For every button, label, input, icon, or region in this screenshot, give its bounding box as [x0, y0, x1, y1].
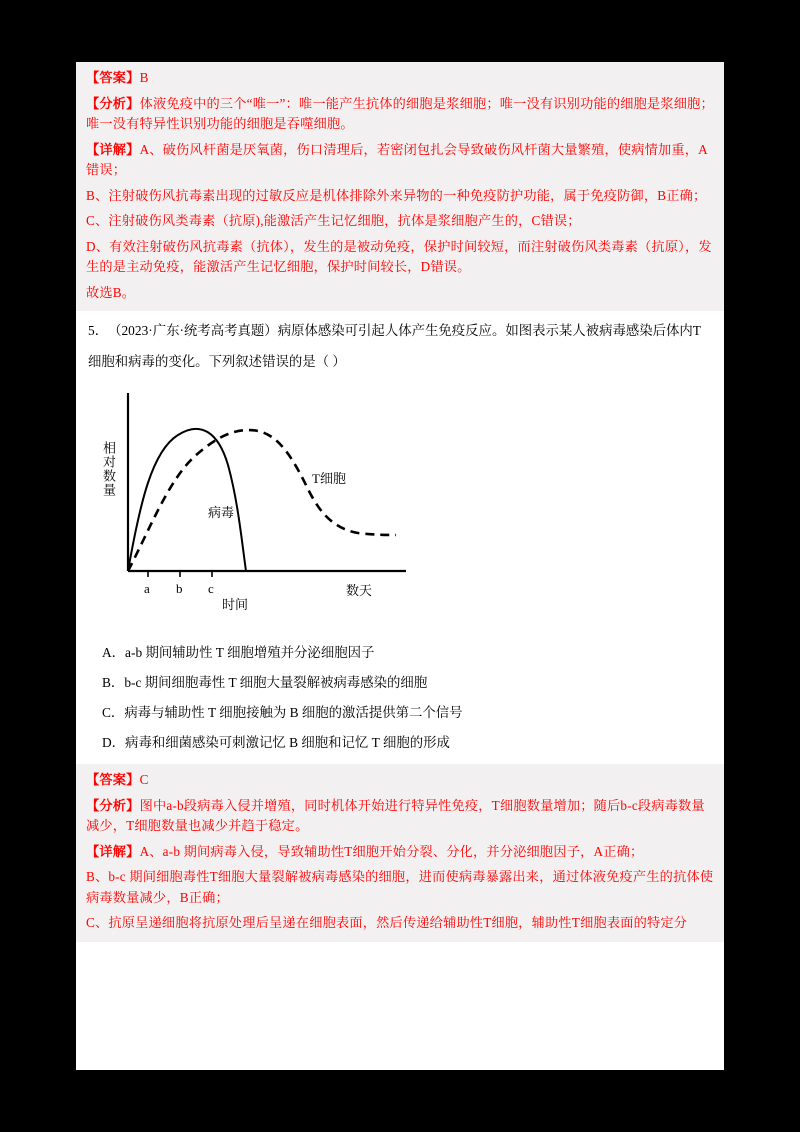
answer-line — [86, 68, 714, 89]
detail-text: A、破伤风杆菌是厌氧菌，伤口清理后，若密闭包扎会导致破伤风杆菌大量繁殖，使病情加重，A错误； — [86, 141, 708, 177]
option-d[interactable]: D．病毒和细菌感染可刺激记忆 B 细胞和记忆 T 细胞的形成 — [102, 735, 450, 750]
conclusion-line — [86, 283, 714, 304]
detail-text-d: D、有效注射破伤风抗毒素（抗体），发生的是被动免疫，保护时间较短，而注射破伤风类毒素（抗原），发生的是主动免疫，能激活产生记忆细胞，保护时间较长，D错误。 — [86, 238, 712, 274]
t-cell-curve-label: T细胞 — [312, 471, 346, 486]
question-block — [76, 311, 724, 379]
answer-block-1 — [76, 62, 724, 311]
option-b[interactable]: B．b-c 期间细胞毒性 T 细胞大量裂解被病毒感染的细胞 — [102, 675, 428, 690]
question-number: 5． — [88, 323, 109, 338]
answer2-label: 【答案】 — [86, 772, 140, 787]
question-source: （2023·广东·统考高考真题） — [108, 323, 278, 338]
detail2-text-c: C、抗原呈递细胞将抗原处理后呈递在细胞表面，然后传递给辅助性T细胞，辅助性T细胞表面的特定分 — [86, 915, 688, 930]
question-stem-line-1 — [88, 315, 714, 346]
analysis-text: 体液免疫中的三个“唯一”：唯一能产生抗体的细胞是浆细胞；唯一没有识别功能的细胞是浆细胞；唯一没有特异性识别功能的细胞是吞噬细胞。 — [86, 95, 714, 131]
answer2-text: C — [139, 772, 149, 787]
detail2-line-c — [86, 913, 714, 934]
detail2-text: A、a-b 期间病毒入侵，导致辅助性T细胞开始分裂、分化，并分泌细胞因子，A正确； — [139, 843, 644, 859]
tick-label-c: c — [208, 581, 214, 596]
option-a[interactable]: A．a-b 期间辅助性 T 细胞增殖并分泌细胞因子 — [102, 645, 375, 660]
analysis-line — [86, 94, 714, 135]
analysis-label: 【分析】 — [86, 95, 140, 111]
detail2-text-b: B、b-c 期间细胞毒性T细胞大量裂解被病毒感染的细胞，进而使病毒暴露出来，通过体液免疫产生的抗体使病毒数量减少，B正确； — [86, 869, 714, 905]
question-stem-2: 细胞和病毒的变化。下列叙述错误的是（ ） — [88, 354, 346, 369]
answer2-line — [86, 770, 714, 791]
detail-line-b — [86, 186, 714, 207]
analysis2-text: 图中a-b段病毒入侵并增殖，同时机体开始进行特异性免疫，T细胞数量增加；随后b-c段病毒数量减少，T细胞数量也减少并趋于稳定。 — [86, 797, 705, 833]
analysis2-label: 【分析】 — [86, 797, 140, 813]
answer-block-2 — [76, 764, 724, 942]
x-axis-label: 时间 — [222, 597, 249, 612]
virus-curve-label: 病毒 — [208, 505, 235, 520]
detail-text-b: B、注射破伤风抗毒素出现的过敏反应是机体排除外来异物的一种免疫防护功能，属于免疫防御，B正确； — [86, 187, 707, 203]
figure-t-cell-virus — [76, 379, 724, 634]
tick-label-b: b — [176, 581, 183, 596]
question-stem-1: 病原体感染可引起人体产生免疫反应。如图表示某人被病毒感染后体内T — [277, 323, 701, 338]
detail-label: 【详解】 — [86, 141, 140, 157]
options-list — [76, 634, 724, 764]
answer-text: B — [139, 70, 149, 85]
detail-text-c: C、注射破伤风类毒素（抗原),能激活产生记忆细胞，抗体是浆细胞产生的，C错误； — [86, 213, 581, 228]
x-axis-right-label: 数天 — [346, 583, 373, 598]
detail2-label: 【详解】 — [86, 843, 140, 859]
page-edge-marker-2 — [66, 122, 76, 152]
t-cell-curve — [128, 430, 396, 571]
detail-line-c — [86, 211, 714, 232]
question-stem-line-2 — [88, 346, 714, 377]
tick-label-a: a — [144, 581, 150, 596]
y-axis-label: 相对数量 — [101, 441, 116, 497]
conclusion-text: 故选B。 — [86, 284, 136, 300]
detail-line — [86, 140, 714, 181]
page-edge-marker-1 — [66, 62, 76, 92]
document-page — [76, 62, 724, 1070]
detail-line-d — [86, 237, 714, 278]
detail2-line-b — [86, 867, 714, 908]
virus-curve — [128, 429, 246, 571]
option-c[interactable]: C．病毒与辅助性 T 细胞接触为 B 细胞的激活提供第二个信号 — [102, 705, 463, 720]
answer-label: 【答案】 — [86, 70, 140, 85]
detail2-line — [86, 842, 714, 863]
chart-svg — [96, 383, 516, 633]
analysis2-line — [86, 796, 714, 837]
